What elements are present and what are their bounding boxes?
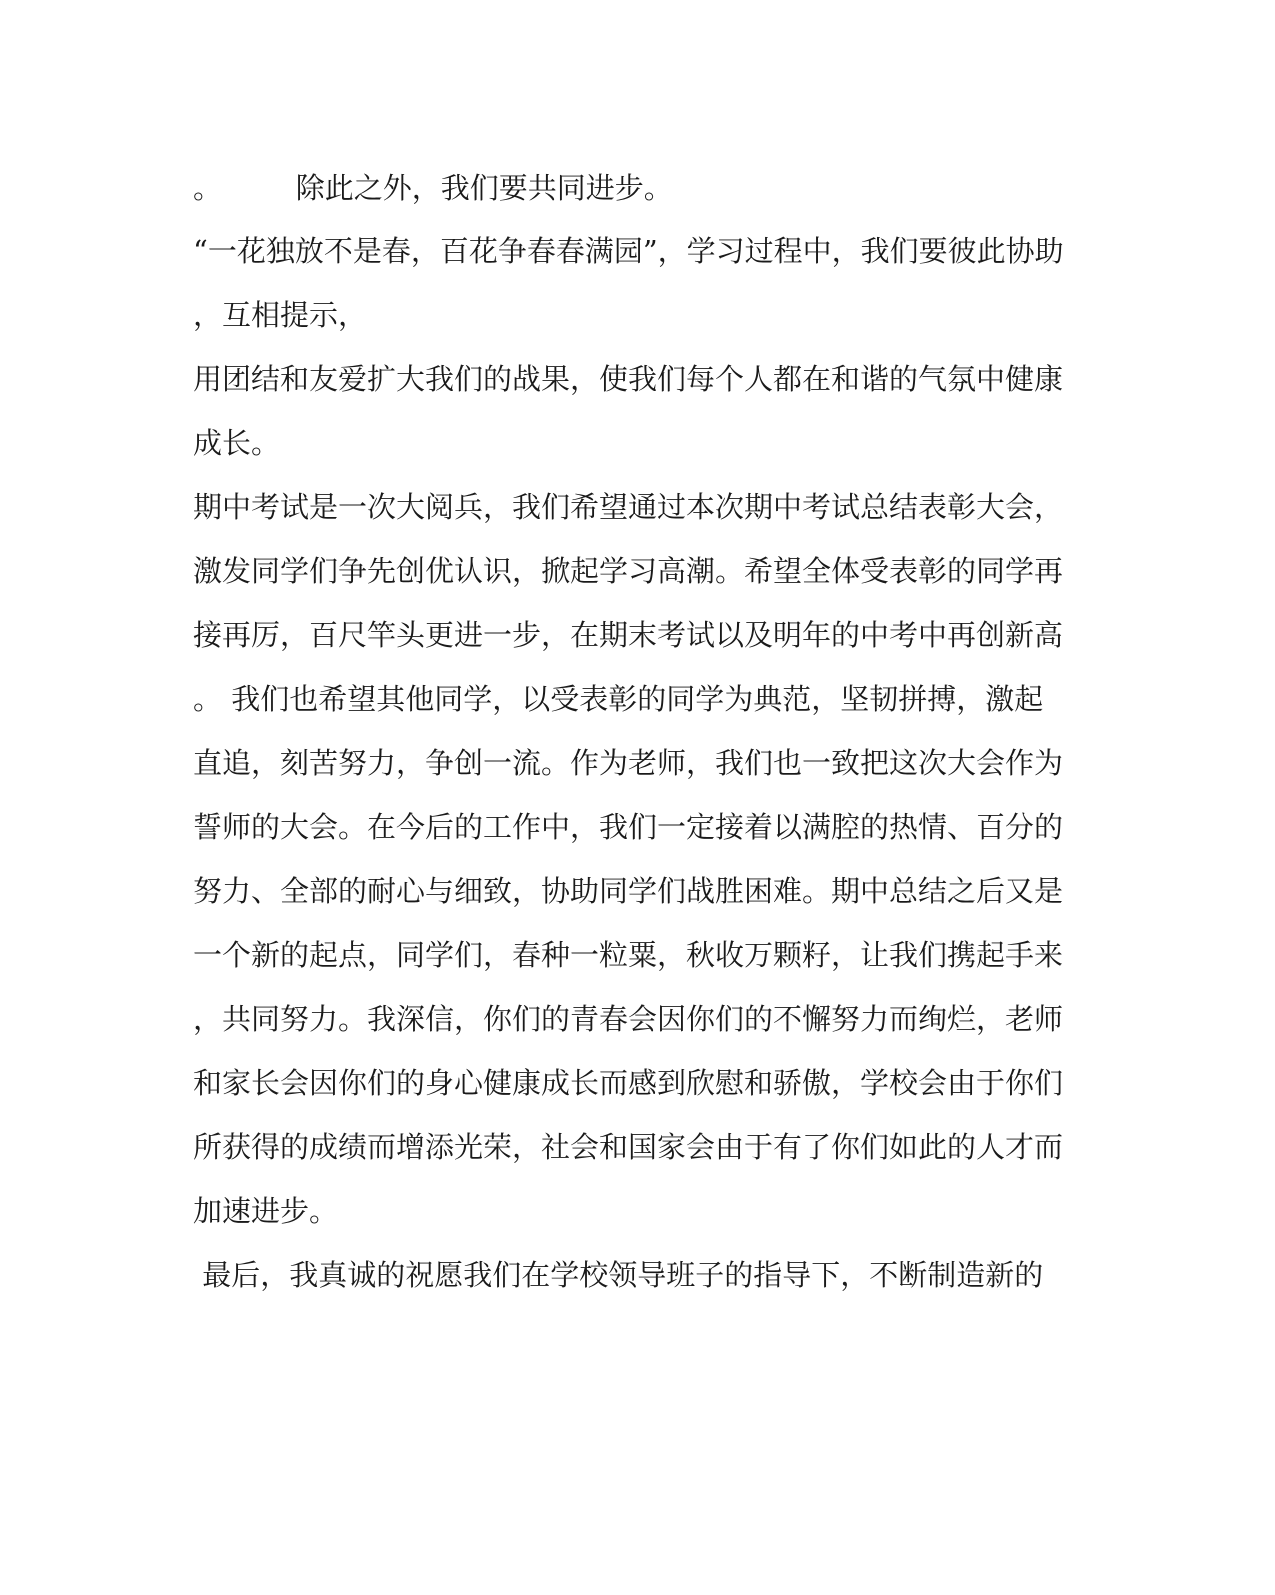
text-line: 加速进步。 [193,1194,339,1228]
text-line: 成长。 [193,426,281,460]
text-line: “一花独放不是春，百花争春春满园”，学习过程中，我们要彼此协助 [193,234,1064,268]
text-line: 。 除此之外，我们要共同进步。 [193,171,673,205]
text-line: 努力、全部的耐心与细致，协助同学们战胜困难。期中总结之后又是 [193,874,1064,908]
text-line: 用团结和友爱扩大我们的战果，使我们每个人都在和谐的气氛中健康 [193,362,1064,396]
text-line: 一个新的起点，同学们，春种一粒粟，秋收万颗籽，让我们携起手来 [193,938,1064,972]
text-line: 所获得的成绩而增添光荣，社会和国家会由于有了你们如此的人才而 [193,1130,1064,1164]
text-line: 和家长会因你们的身心健康成长而感到欣慰和骄傲，学校会由于你们 [193,1066,1064,1100]
text-line: 。 我们也希望其他同学，以受表彰的同学为典范，坚韧拼搏，激起 [193,682,1044,716]
text-line: 直追，刻苦努力，争创一流。作为老师，我们也一致把这次大会作为 [193,746,1064,780]
text-line: ，互相提示， [193,298,368,332]
text-line: 激发同学们争先创优认识，掀起学习高潮。希望全体受表彰的同学再 [193,554,1064,588]
text-line: 接再厉，百尺竿头更进一步，在期末考试以及明年的中考中再创新高 [193,618,1064,652]
text-line: 誓师的大会。在今后的工作中，我们一定接着以满腔的热情、百分的 [193,810,1064,844]
text-line: 最后，我真诚的祝愿我们在学校领导班子的指导下，不断制造新的 [193,1258,1044,1292]
text-line: 期中考试是一次大阅兵，我们希望通过本次期中考试总结表彰大会， [193,490,1064,524]
text-line: ，共同努力。我深信，你们的青春会因你们的不懈努力而绚烂，老师 [193,1002,1064,1036]
